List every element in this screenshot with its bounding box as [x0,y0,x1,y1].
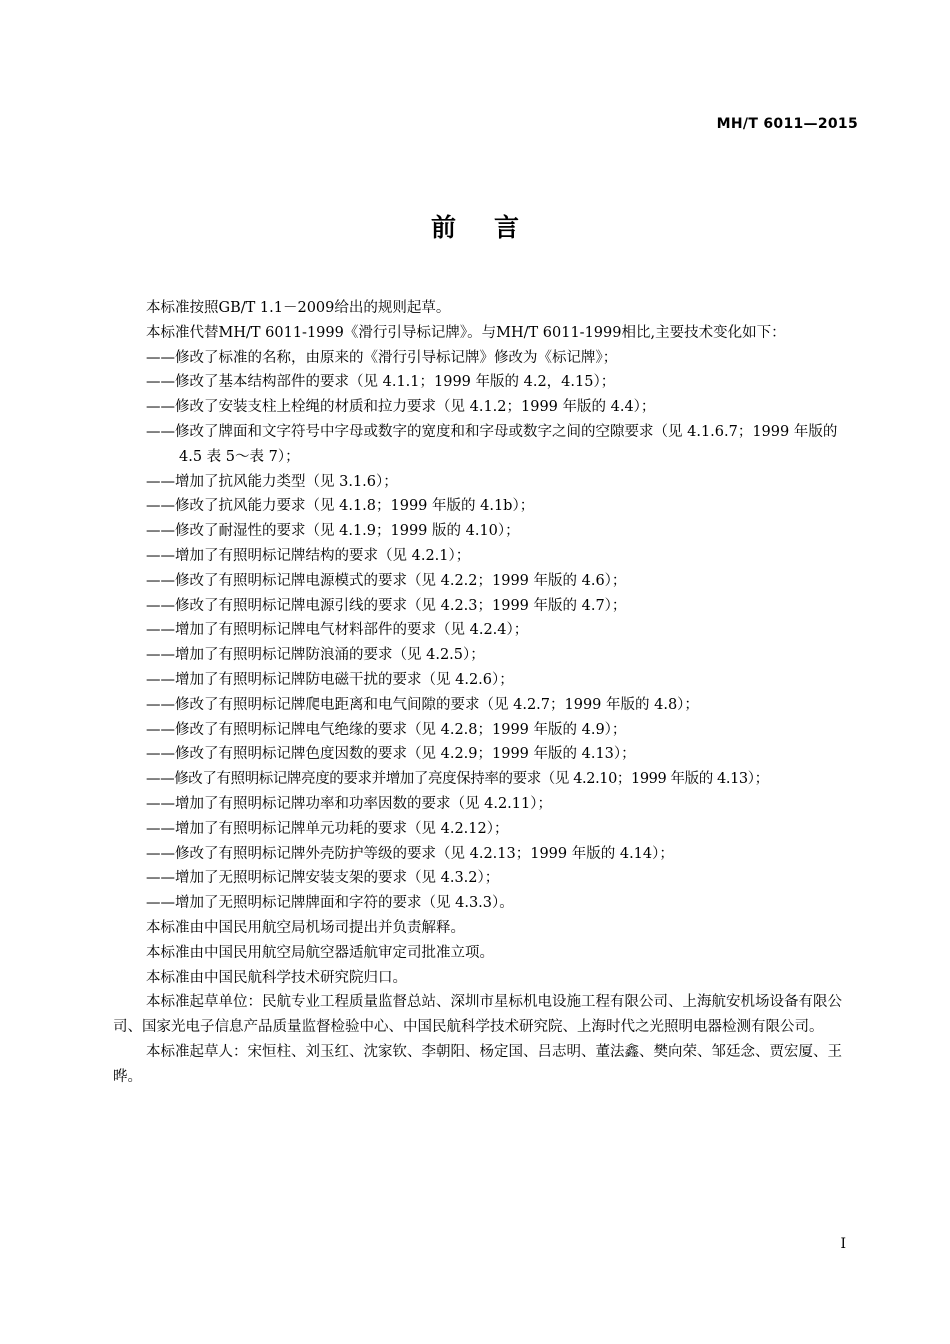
change-item: ——增加了有照明标记牌单元功耗的要求（见 4.2.12）； [146,820,509,837]
change-item: ——修改了有照明标记牌电源模式的要求（见 4.2.2；1999 年版的 4.6）； [146,572,627,589]
change-item: ——修改了安装支柱上栓绳的材质和拉力要求（见 4.1.2；1999 年版的 4.4）； [146,399,656,416]
change-item: ——修改了耐湿性的要求（见 4.1.9；1999 版的 4.10）； [146,523,520,540]
change-item: ——修改了牌面和文字符号中字母或数字的宽度和和字母或数字之间的空隙要求（见 4.1.6.7；1999 年版的 4.5 表 5～表 7）； [146,423,838,465]
change-item: ——增加了无照明标记牌安装支架的要求（见 4.3.2）； [146,870,500,887]
change-item: ——增加了有照明标记牌防浪涌的要求（见 4.2.5）； [146,647,485,664]
page-title: 前言 [430,213,557,242]
closing-paragraph: 本标准由中国民用航空局航空器适航审定司批准立项。 [146,944,494,961]
change-item: ——修改了有照明标记牌电气绝缘的要求（见 4.2.8；1999 年版的 4.9）； [146,721,627,738]
page-number: I [840,1236,846,1252]
change-item: ——修改了有照明标记牌外壳防护等级的要求（见 4.2.13；1999 年版的 4.14）； [146,845,674,862]
change-item: ——增加了抗风能力类型（见 3.1.6）； [146,473,398,490]
change-item: ——修改了标准的名称，由原来的《滑行引导标记牌》修改为《标记牌》； [146,349,618,366]
intro-paragraph: 本标准代替MH/T 6011-1999《滑行引导标记牌》。与MH/T 6011-1999相比,主要技术变化如下： [146,324,786,341]
change-item: ——增加了有照明标记牌结构的要求（见 4.2.1）； [146,547,471,564]
foreword-body [113,296,863,1090]
closing-paragraph: 本标准由中国民航科学技术研究院归口。 [146,969,407,986]
change-item: ——修改了有照明标记牌电源引线的要求（见 4.2.3；1999 年版的 4.7）； [146,597,627,614]
change-item: ——修改了有照明标记牌亮度的要求并增加了亮度保持率的要求（见 4.2.10；1999 年版的 4.13）； [146,771,769,788]
change-item: ——增加了无照明标记牌牌面和字符的要求（见 4.3.3）。 [146,895,514,912]
change-item: ——修改了抗风能力要求（见 4.1.8；1999 年版的 4.1b）； [146,498,535,515]
change-item: ——增加了有照明标记牌电气材料部件的要求（见 4.2.4）； [146,622,529,639]
change-item: ——增加了有照明标记牌防电磁干扰的要求（见 4.2.6）； [146,671,514,688]
drafters: 本标准起草人：宋恒柱、刘玉红、沈家钦、李朝阳、杨定国、吕志明、董法鑫、樊向荣、邹廷念、贾宏厦、王晔。 [113,1043,842,1085]
change-item: ——增加了有照明标记牌功率和功率因数的要求（见 4.2.11）； [146,795,552,812]
change-item: ——修改了基本结构部件的要求（见 4.1.1；1999 年版的 4.2，4.15）； [146,374,616,391]
drafting-units: 本标准起草单位：民航专业工程质量监督总站、深圳市星标机电设施工程有限公司、上海航安机场设备有限公司、国家光电子信息产品质量监督检验中心、中国民航科学技术研究院、上海时代之光照明电器检测有限公司。 [113,994,842,1036]
closing-paragraph: 本标准由中国民用航空局机场司提出并负责解释。 [146,919,465,936]
change-item: ——修改了有照明标记牌爬电距离和电气间隙的要求（见 4.2.7；1999 年版的 4.8）； [146,696,699,713]
standard-code: MH/T 6011—2015 [716,116,858,132]
change-item: ——修改了有照明标记牌色度因数的要求（见 4.2.9；1999 年版的 4.13）； [146,746,636,763]
intro-paragraph: 本标准按照GB/T 1.1－2009给出的规则起草。 [146,300,451,316]
